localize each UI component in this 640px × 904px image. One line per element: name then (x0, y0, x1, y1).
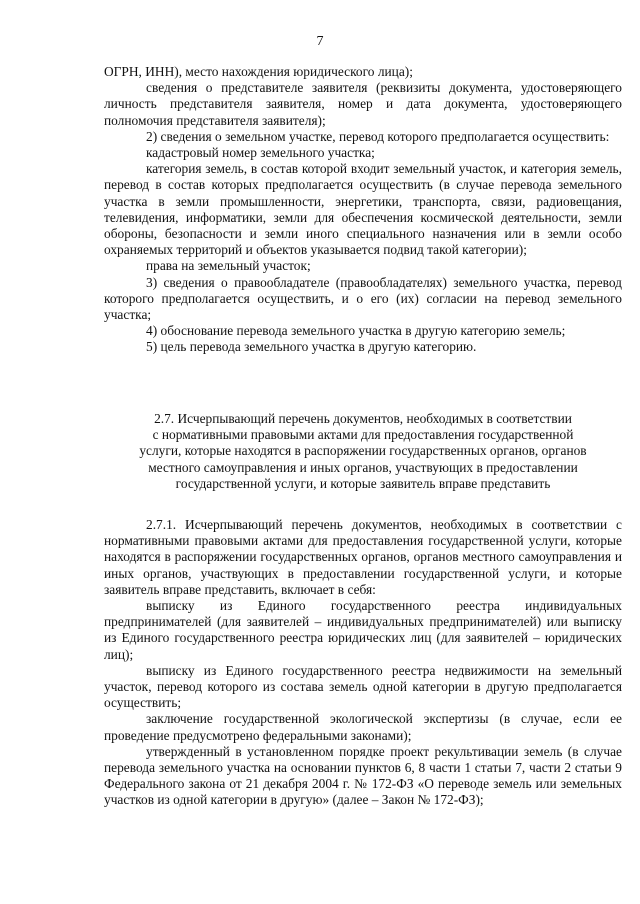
paragraph: выписку из Единого государственного реестра индивидуальных предпринимателей (для заявителей – индивидуальных предпринимателей) или выписку из Единого государственного реестра юридических лиц (для заявителей – юридических лиц); (104, 598, 622, 662)
paragraph: сведения о представителе заявителя (реквизиты документа, удостоверяющего личность представителя заявителя, номер и дата документа, удостоверяющего полномочия представителя заявителя); (104, 80, 622, 128)
heading-line: государственной услуги, и которые заявитель вправе представить (175, 475, 551, 491)
paragraph: категория земель, в состав которой входит земельный участок, и категория земель, перевод в состав которых предполагается осуществить (в случае перевода земельного участка в земли промышленности, энергетики, транспорта, связи, радиовещания, телевидения, информатики, земли для обеспечения космической деятельности, земли обороны, безопасности и земли иного специального назначения или в земли особо охраняемых территорий и объектов указывается подвид такой категории); (104, 161, 622, 258)
heading-line: услуги, которые находятся в распоряжении государственных органов, органов (139, 443, 587, 459)
heading-line: с нормативными правовыми актами для предоставления государственной (152, 427, 574, 443)
paragraph: заключение государственной экологической экспертизы (в случае, если ее проведение предусмотрено федеральными законами); (104, 711, 622, 743)
section-heading-2-7 (104, 411, 622, 492)
heading-line: местного самоуправления и иных органов, участвующих в предоставлении (148, 459, 578, 475)
paragraph: утвержденный в установленном порядке проект рекультивации земель (в случае перевода земельного участка на основании пунктов 6, 8 части 1 статьи 7, части 2 статьи 9 Федерального закона от 21 декабря 2004 г. № 172-ФЗ «О переводе земель или земельных участков из одной категории в другую» (далее – Закон № 172-ФЗ); (104, 743, 622, 808)
paragraph: ОГРН, ИНН), место нахождения юридического лица); (104, 64, 413, 79)
paragraph: выписку из Единого государственного реестра недвижимости на земельный участок, перевод которого из состава земель одной категории в другую предполагается осуществить; (104, 662, 622, 711)
paragraph: 5) цель перевода земельного участка в другую категорию. (146, 339, 477, 355)
section-application-contents (104, 64, 622, 356)
paragraph: 4) обоснование перевода земельного участка в другую категорию земель; (146, 323, 566, 339)
paragraph: 2.7.1. Исчерпывающий перечень документов, необходимых в соответствии с нормативными правовыми актами для предоставления государственной услуги, которые находятся в распоряжении государственных органов, органов местного самоуправления и иных органов, участвующих в предоставлении государственной услуги, и которые заявитель вправе представить, включает в себя: (104, 517, 622, 597)
paragraph: права на земельный участок; (146, 258, 311, 274)
paragraph: 3) сведения о правообладателе (правообладателях) земельного участка, перевод которого предполагается осуществить, и о его (их) согласии на перевод земельного участка; (104, 274, 622, 323)
paragraph: кадастровый номер земельного участка; (146, 145, 375, 161)
section-2-7-1 (104, 517, 622, 809)
page-number: 7 (316, 34, 324, 49)
paragraph: 2) сведения о земельном участке, перевод которого предполагается осуществить: (146, 128, 610, 144)
heading-line: 2.7. Исчерпывающий перечень документов, необходимых в соответствии (154, 411, 572, 426)
